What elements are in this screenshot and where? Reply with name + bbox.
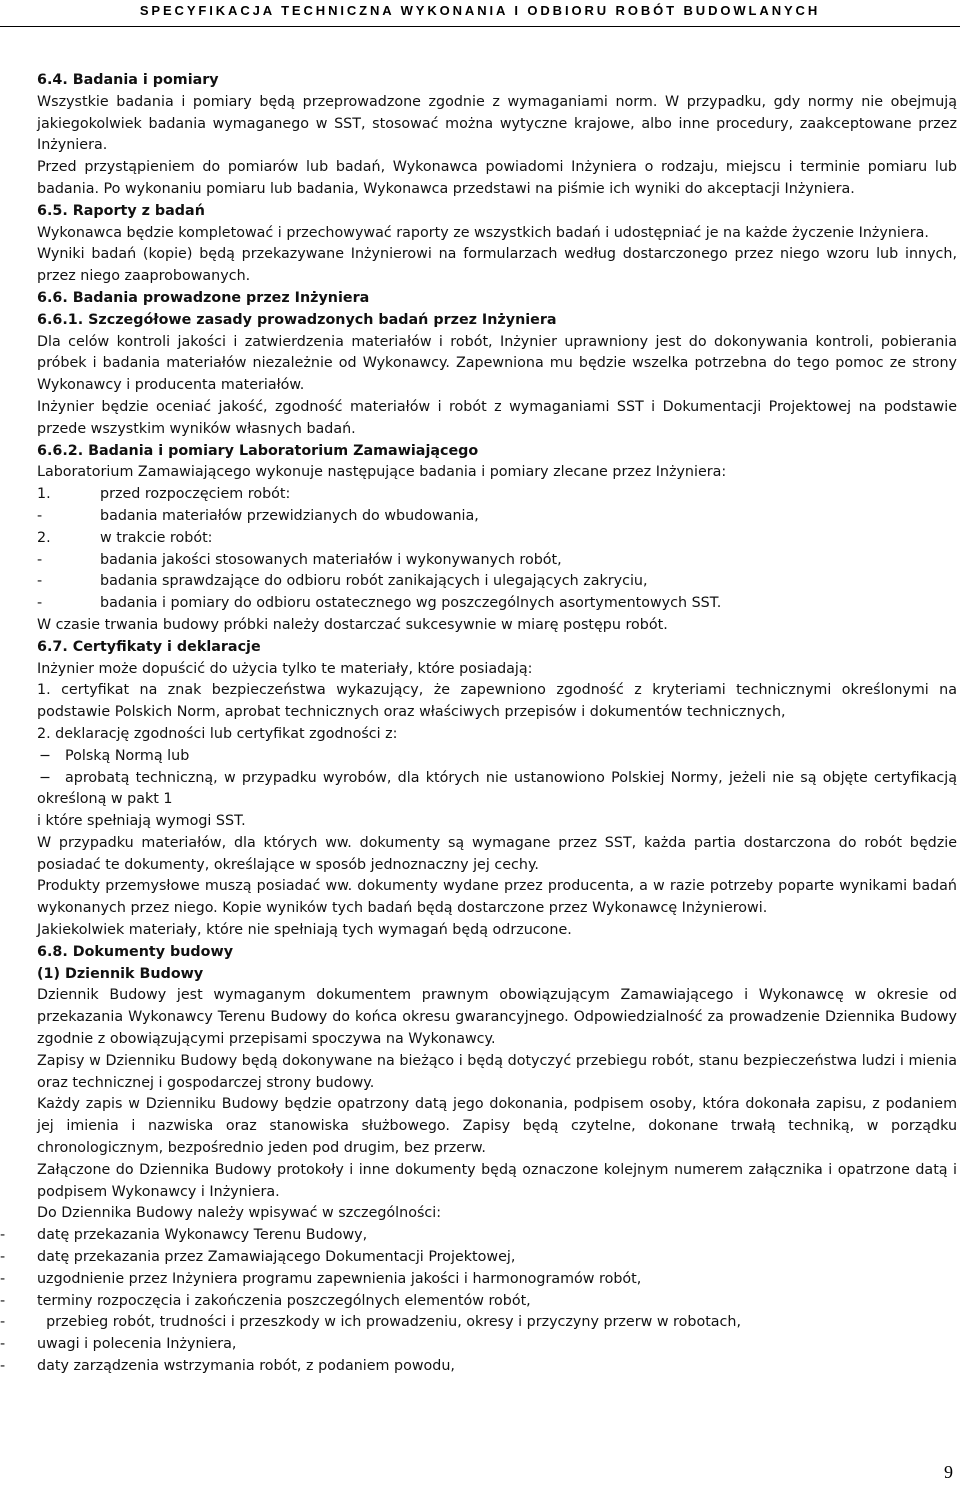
section-6-4-heading: 6.4. Badania i pomiary [37,72,219,88]
list-text: datę przekazania przez Zamawiającego Dokumentacji Projektowej, [37,1249,516,1266]
list-text: przed rozpoczęciem robót: [100,486,291,503]
header-divider [0,26,960,27]
list-text: daty zarządzenia wstrzymania robót, z podaniem powodu, [37,1358,455,1375]
list-marker: - [0,1249,6,1266]
list-marker: 2. [37,529,51,546]
list-item [37,571,957,593]
list-item [37,550,957,572]
section-6-4-paragraph-2: Przed przystąpieniem do pomiarów lub badań, Wykonawca powiadomi Inżyniera o rodzaju, miejscu i terminie pomiaru lub badania. Po wykonaniu pomiaru lub badania, Wykonawca przedstawi na piśmie ich wyniki do akceptacji Inżyniera. [37,159,957,197]
section-6-5-paragraph-1: Wykonawca będzie kompletować i przechowywać raporty ze wszystkich badań i udostępniać je na każde życzenie Inżyniera. [37,224,929,241]
list-marker: - [0,1227,6,1244]
section-6-6-1-paragraph-1: Dla celów kontroli jakości i zatwierdzenia materiałów i robót, Inżynier uprawniony jest do dokonywania kontroli, pobierania próbek i badania materiałów niezależnie od Wykonawcy. Zapewniona mu będzie wszelka potrzebna do tego pomoc ze strony Wykonawcy i producenta materiałów. [37,333,957,394]
list-item [0,1269,957,1291]
list-item [0,1225,957,1247]
list-marker: - [37,507,43,524]
list-marker: - [37,573,43,590]
list-item [37,768,957,812]
section-6-8-paragraph-4: Załączone do Dziennika Budowy protokoły i inne dokumenty będą oznaczone kolejnym numerem załącznika i opatrzone datą i podpisem Wykonawcy i Inżyniera. [37,1161,957,1200]
list-text: Polską Normą lub [65,747,190,764]
list-text: w trakcie robót: [100,529,213,546]
section-6-6-1-paragraph-2: Inżynier będzie oceniać jakość, zgodność materiałów i robót z wymaganiami SST i Dokumentacji Projektowej na podstawie przede wszystkim wyników własnych badań. [37,398,957,437]
section-6-7-paragraph-2: Produkty przemysłowe muszą posiadać ww. dokumenty wydane przez producenta, a w razie potrzeby poparte wynikami badań wykonanych przez niego. Kopie wyników tych badań będą dostarczone przez Wykonawcę Inżynierowi. [37,878,957,917]
section-6-7-item-1: 1. certyfikat na znak bezpieczeństwa wykazujący, że zapewniono zgodność z kryteriami technicznymi określonymi na podstawie Polskich Norm, aprobat technicznych oraz właściwych przepisów i dokumentów technicznych, [37,682,957,721]
list-item [37,484,957,506]
list-item [37,746,957,768]
list-text: badania materiałów przewidzianych do wbudowania, [100,507,479,524]
section-6-6-2-outro: W czasie trwania budowy próbki należy dostarczać sukcesywnie w miarę postępu robót. [37,616,668,633]
list-text: uzgodnienie przez Inżyniera programu zapewnienia jakości i harmonogramów robót, [37,1270,642,1287]
section-6-8-paragraph-2: Zapisy w Dzienniku Budowy będą dokonywane na bieżąco i będą dotyczyć przebiegu robót, stanu bezpieczeństwa ludzi i mienia oraz technicznej i gospodarczej strony budowy. [37,1052,957,1091]
list-marker: - [37,551,43,568]
section-6-7-item-2: 2. deklarację zgodności lub certyfikat zgodności z: [37,725,398,742]
list-marker: − [39,769,51,786]
list-text: badania i pomiary do odbioru ostatecznego wg poszczególnych asortymentowych SST. [100,595,722,612]
section-6-7-continuation: i które spełniają wymogi SST. [37,813,246,830]
document-header-title: SPECYFIKACJA TECHNICZNA WYKONANIA I ODBIORU ROBÓT BUDOWLANYCH [139,3,821,18]
list-text: badania jakości stosowanych materiałów i wykonywanych robót, [100,551,562,568]
list-marker: - [0,1292,6,1309]
section-6-8-paragraph-3: Każdy zapis w Dzienniku Budowy będzie opatrzony datą jego dokonania, podpisem osoby, która dokonała zapisu, z podaniem jej imienia i nazwiska oraz stanowiska służbowego. Zapisy będą czytelne, dokonane trwałą techniką, w porządku chronologicznym, bezpośrednio jeden pod drugim, bez przerw. [37,1096,957,1157]
section-6-6-2-intro: Laboratorium Zamawiającego wykonuje następujące badania i pomiary zlecane przez Inżyniera: [37,464,727,481]
list-marker: 1. [37,486,51,503]
section-6-8-subheading: (1) Dziennik Budowy [37,965,204,982]
list-item [0,1247,957,1269]
section-6-8-paragraph-5: Do Dziennika Budowy należy wpisywać w szczególności: [37,1205,442,1222]
section-6-7-heading: 6.7. Certyfikaty i deklaracje [37,638,261,655]
list-text: datę przekazania Wykonawcy Terenu Budowy, [37,1227,368,1244]
list-item [0,1334,957,1356]
list-item [0,1312,957,1334]
list-item [0,1356,957,1378]
section-6-4-paragraph-1: Wszystkie badania i pomiary będą przeprowadzone zgodnie z wymaganiami norm. W przypadku, gdy normy nie obejmują jakiegokolwiek badania wymaganego w SST, stosować można wytyczne krajowe, albo inne procedury, zaakceptowane przez Inżyniera. [37,93,957,154]
list-item [0,1291,957,1313]
section-6-8-heading: 6.8. Dokumenty budowy [37,943,234,960]
section-6-6-2-heading: 6.6.2. Badania i pomiary Laboratorium Zamawiającego [37,442,479,459]
list-marker: - [0,1336,6,1353]
section-6-5-heading: 6.5. Raporty z badań [37,202,205,219]
section-6-8-paragraph-1: Dziennik Budowy jest wymaganym dokumentem prawnym obowiązującym Zamawiającego i Wykonawcę w okresie od przekazania Wykonawcy Terenu Budowy do końca okresu gwarancyjnego. Odpowiedzialność za prowadzenie Dziennika Budowy zgodnie z obowiązującymi przepisami spoczywa na Wykonawcy. [37,987,957,1048]
document-body [0,70,957,1378]
section-6-6-1-heading: 6.6.1. Szczegółowe zasady prowadzonych badań przez Inżyniera [37,311,557,328]
list-text: badania sprawdzające do odbioru robót zanikających i ulegających zakryciu, [100,573,648,590]
list-marker: - [0,1270,6,1287]
section-6-7-intro: Inżynier może dopuścić do użycia tylko te materiały, które posiadają: [37,660,533,677]
list-text: aprobatą techniczną, w przypadku wyrobów, dla których nie ustanowiono Polskiej Normy, jeżeli nie są objęte certyfikacją określoną w pakt 1 [37,769,957,808]
list-item [37,506,957,528]
list-text: terminy rozpoczęcia i zakończenia poszczególnych elementów robót, [37,1292,531,1309]
section-6-6-heading: 6.6. Badania prowadzone przez Inżyniera [37,289,370,306]
list-marker: - [0,1358,6,1375]
section-6-7-paragraph-3: Jakiekolwiek materiały, które nie spełniają tych wymagań będą odrzucone. [37,922,572,939]
list-marker: - [0,1314,6,1331]
list-text: uwagi i polecenia Inżyniera, [37,1336,237,1353]
page-number: 9 [944,1462,953,1482]
list-text: przebieg robót, trudności i przeszkody w ich prowadzeniu, okresy i przyczyny przerw w robotach, [37,1314,742,1331]
list-item [37,528,957,550]
section-6-5-paragraph-2: Wyniki badań (kopie) będą przekazywane Inżynierowi na formularzach według dostarczonego przez niego wzoru lub innych, przez niego zaaprobowanych. [37,246,957,285]
list-marker: - [37,595,43,612]
list-marker: − [39,747,51,764]
list-item [37,593,957,615]
section-6-7-paragraph-1: W przypadku materiałów, dla których ww. dokumenty są wymagane przez SST, każda partia dostarczona do robót będzie posiadać te dokumenty, określające w sposób jednoznaczny jej cechy. [37,834,957,873]
